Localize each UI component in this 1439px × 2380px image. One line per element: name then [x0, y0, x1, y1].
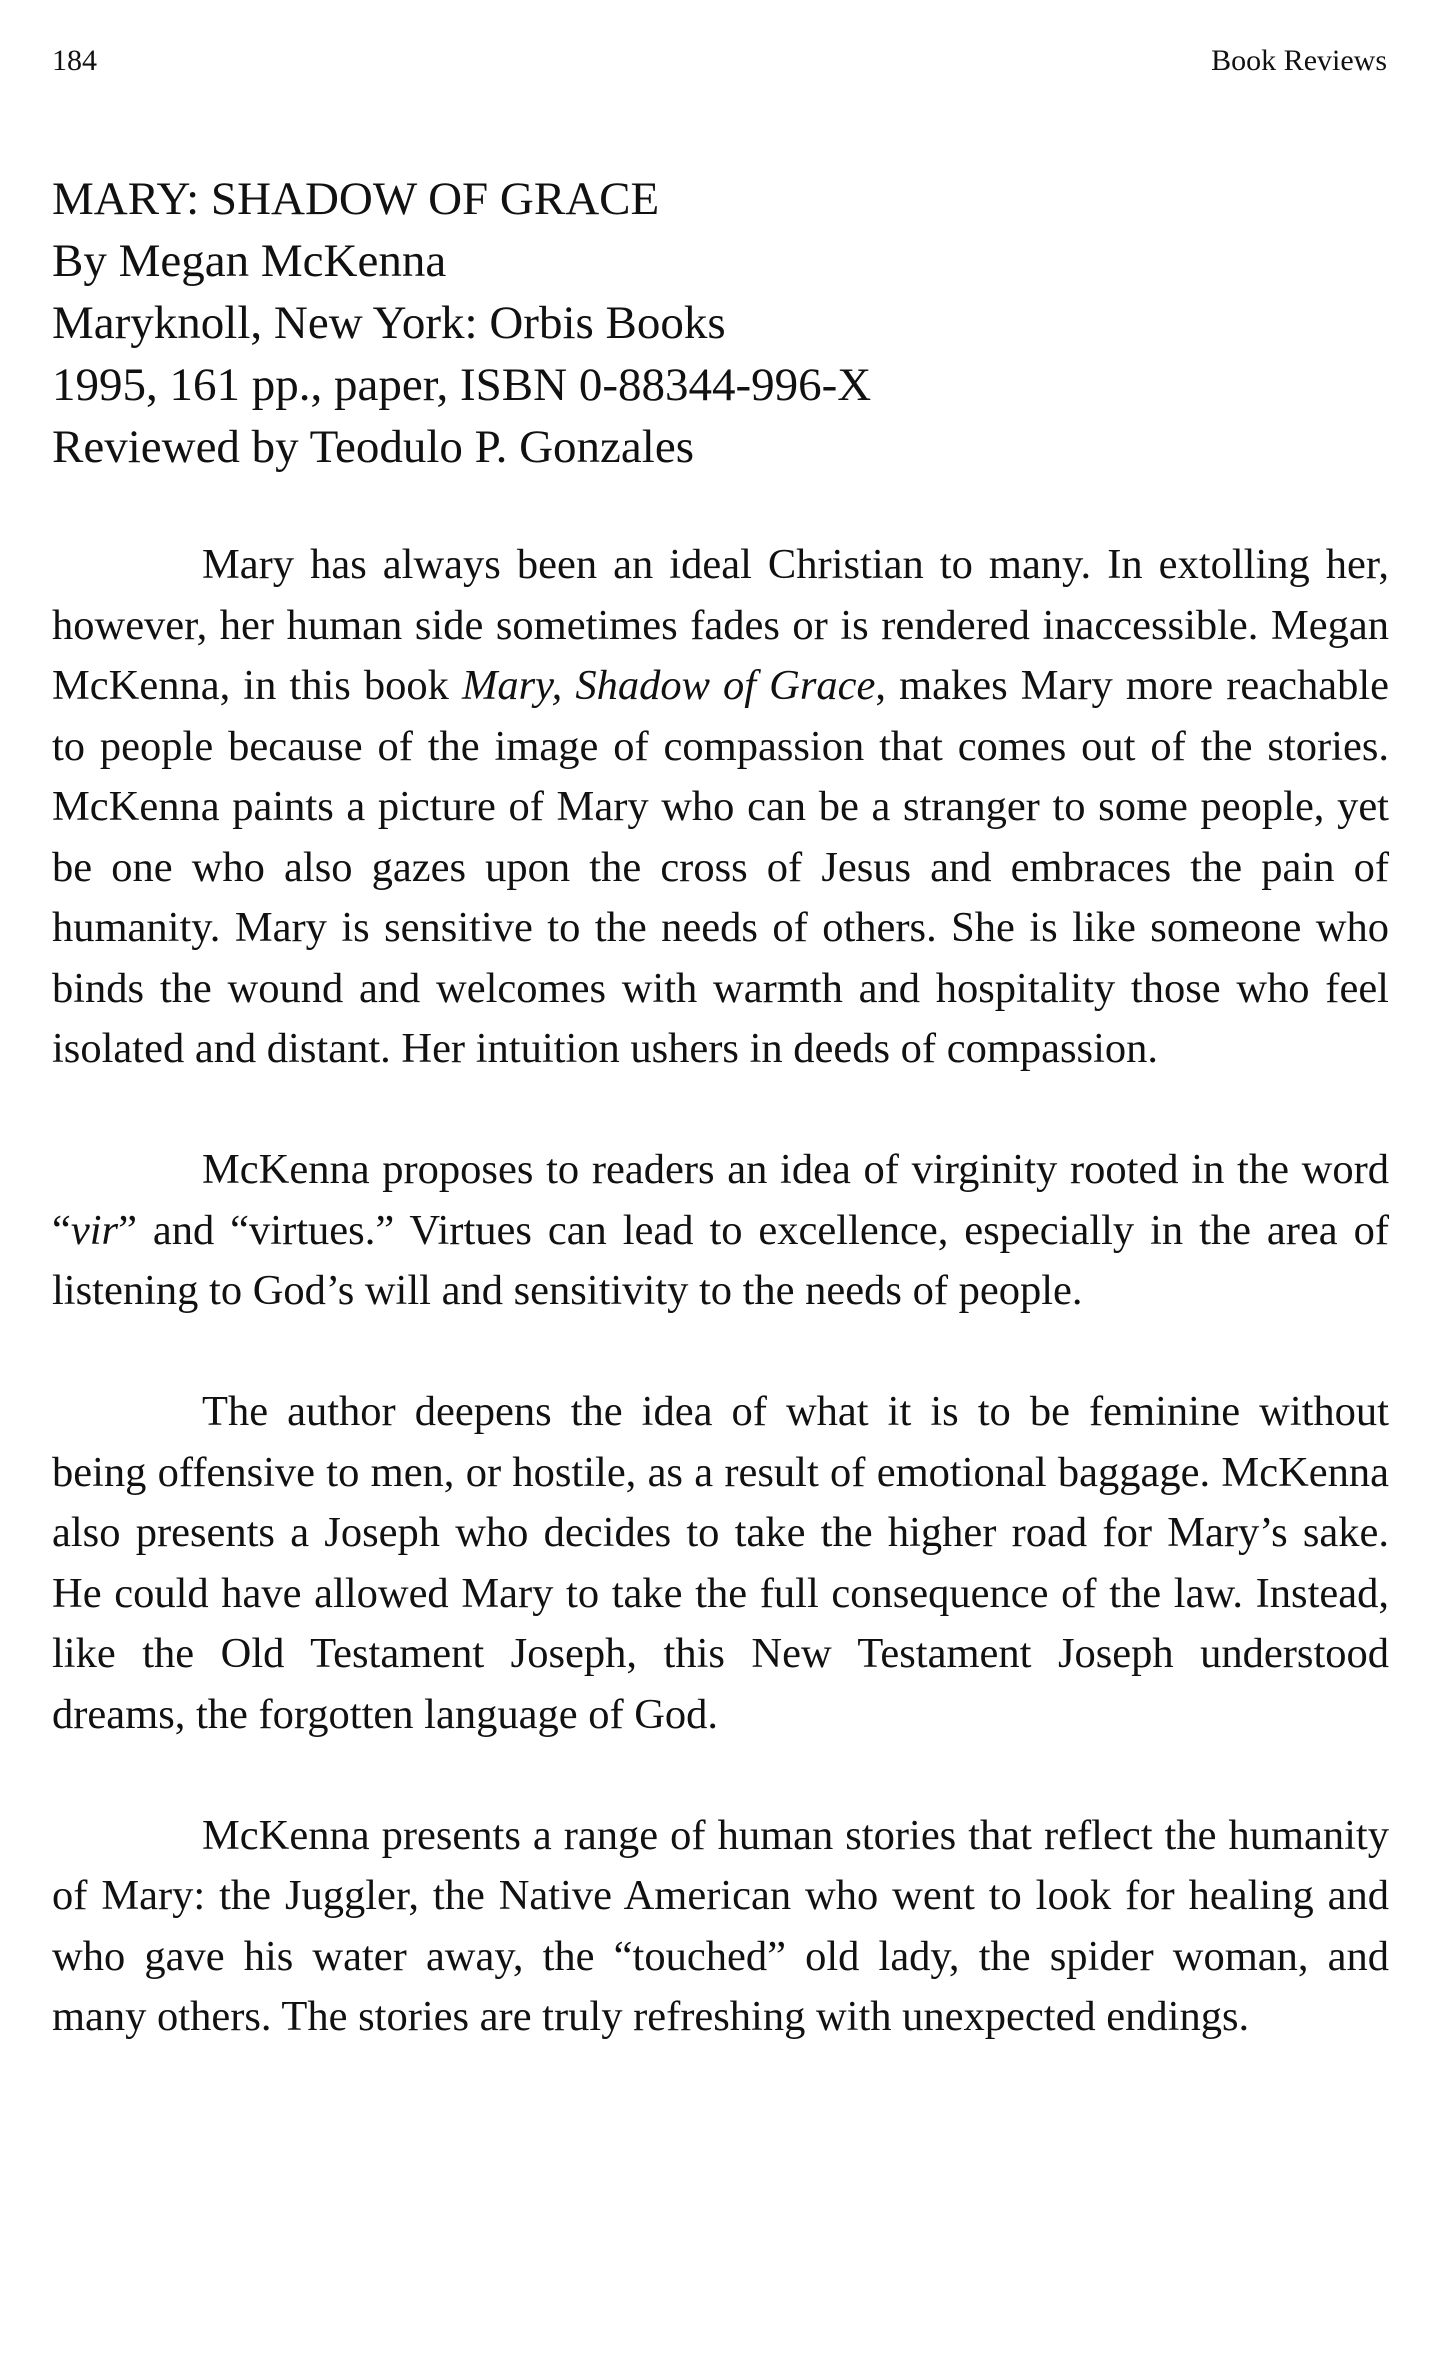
book-publisher: Maryknoll, New York: Orbis Books	[52, 297, 726, 349]
bibliographic-info	[52, 168, 871, 478]
running-head: Book Reviews	[1211, 44, 1387, 77]
paragraph-2	[52, 1140, 1389, 1322]
paragraph-3: The author deepens the idea of what it is to be feminine without being offensive to men, or hostile, as a result of emotional baggage. McKenna also presents a Joseph who decides to take the higher road for Mary’s sake. He could have allowed Mary to take the full consequence of the law. Instead, like the Old Testament Joseph, this New Testament Joseph understood dreams, the forgotten language of God.	[52, 1388, 1389, 1738]
paragraph-1	[52, 535, 1389, 1080]
page-header	[52, 44, 1387, 84]
paragraph-1-text-a: Mary has always been an ideal Christian to many. In extolling her, however, her human side sometimes fades or is rendered inaccessible. Megan McKenna, in this book	[52, 541, 1389, 709]
paragraph-4: McKenna presents a range of human stories that reflect the humanity of Mary: the Juggler, the Native American who went to look for healing and who gave his water away, the “touched” old lady, the spider woman, and many others. The stories are truly refreshing with unexpected endings.	[52, 1811, 1389, 2040]
reviewer: Reviewed by Teodulo P. Gonzales	[52, 421, 694, 473]
paragraph-2-text-a: McKenna proposes to readers an idea of virginity rooted in the word “	[52, 1146, 1389, 1254]
book-title-italic: Mary, Shadow of Grace	[461, 662, 876, 709]
book-title: MARY: SHADOW OF GRACE	[52, 173, 660, 225]
book-author: By Megan McKenna	[52, 235, 447, 287]
page-number: 184	[52, 44, 97, 77]
latin-term-italic: vir	[70, 1206, 119, 1254]
book-details: 1995, 161 pp., paper, ISBN 0-88344-996-X	[52, 359, 872, 411]
paragraph-2-text-b: ” and “virtues.” Virtues can lead to excellence, especially in the area of listening to God’s will and sensitivity to the needs of people.	[52, 1206, 1389, 1314]
review-body	[52, 535, 1389, 2048]
paragraph-1-text-b: , makes Mary more reachable to people because of the image of compassion that comes out of the stories. McKenna paints a picture of Mary who can be a stranger to some people, yet be one who also gazes upon the cross of Jesus and embraces the pain of humanity. Mary is sensitive to the needs of others. She is like someone who binds the wound and welcomes with warmth and hospitality those who feel isolated and distant. Her intuition ushers in deeds of compassion.	[52, 662, 1390, 1072]
